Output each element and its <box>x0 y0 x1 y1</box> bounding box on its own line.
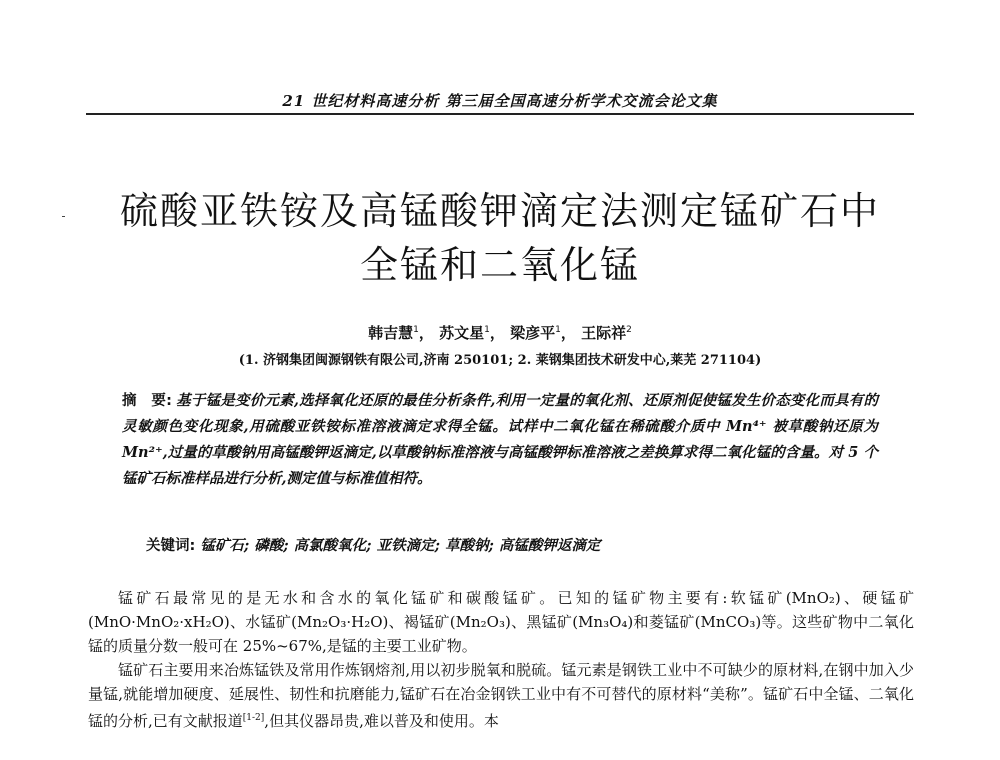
abstract <box>122 388 878 492</box>
paper-title <box>60 184 940 292</box>
abstract-text: 基于锰是变价元素,选择氧化还原的最佳分析条件,利用一定量的氧化剂、还原剂促使锰发生价态变化而具有的灵敏颜色变化现象,用硫酸亚铁铵标准溶液滴定求得全锰。试样中二氧化锰在稀硫酸介质中 Mn⁴⁺ 被草酸钠还原为 Mn²⁺,过量的草酸钠用高锰酸钾返滴定,以草酸钠标准溶液与高锰酸钾标准溶液之差换算求得二氧化锰的含量。对 5 个锰矿石标准样品进行分析,测定值与标准值相符。 <box>122 392 878 487</box>
title-line-1: 硫酸亚铁铵及高锰酸钾滴定法测定锰矿石中 <box>119 189 880 233</box>
body-text <box>88 586 914 733</box>
author-name: 王际祥 <box>581 324 627 342</box>
body-text-run: 锰矿石主要用来冶炼锰铁及常用作炼钢熔剂,用以初步脱氧和脱硫。锰元素是钢铁工业中不可缺少的原材料,在钢中加入少量锰,就能增加硬度、延展性、韧性和抗磨能力,锰矿石在冶金钢铁工业中有不可替代的原材料“美称”。锰矿石中全锰、二氧化锰的分析,已有文献报道 <box>88 661 914 730</box>
author-affil-mark: 1 <box>484 325 490 335</box>
author-affil-mark: 2 <box>626 325 632 335</box>
affiliation: (1. 济钢集团闽源钢铁有限公司,济南 250101; 2. 莱钢集团技术研发中心,莱芜 271104) <box>238 353 762 368</box>
author-affil-mark: 1 <box>413 325 419 335</box>
body-paragraph <box>88 658 914 733</box>
author-name: 苏文星 <box>439 324 485 342</box>
author-separator: ， <box>418 324 434 342</box>
keywords-text: 锰矿石; 磷酸; 高氯酸氧化; 亚铁滴定; 草酸钠; 高锰酸钾返滴定 <box>200 537 601 554</box>
citation-mark: [1-2] <box>242 713 265 723</box>
keywords <box>146 534 886 555</box>
author-name: 梁彦平 <box>510 324 556 342</box>
abstract-label: 摘 要: <box>122 393 172 409</box>
author-separator: ， <box>560 324 576 342</box>
running-header: 21 世纪材料高速分析 第三届全国高速分析学术交流会论文集 <box>282 92 718 110</box>
author-list <box>86 322 914 343</box>
author-affil-mark: 1 <box>555 325 561 335</box>
author-separator: ， <box>489 324 505 342</box>
author-name: 韩吉慧 <box>368 324 414 342</box>
keywords-label: 关键词: <box>146 538 196 554</box>
body-paragraph: 锰矿石最常见的是无水和含水的氧化锰矿和碳酸锰矿。已知的锰矿物主要有:软锰矿(MnO₂)、硬锰矿(MnO·MnO₂·xH₂O)、水锰矿(Mn₂O₃·H₂O)、褐锰矿(Mn₂O₃)、黑锰矿(Mn₃O₄)和菱锰矿(MnCO₃)等。这些矿物中二氧化锰的质量分数一般可在 25%~67%,是锰的主要工业矿物。 <box>88 589 914 655</box>
body-text-run: ,但其仪器昂贵,难以普及和使用。本 <box>264 712 499 730</box>
header-rule <box>86 113 914 115</box>
title-line-2: 全锰和二氧化锰 <box>359 243 640 287</box>
